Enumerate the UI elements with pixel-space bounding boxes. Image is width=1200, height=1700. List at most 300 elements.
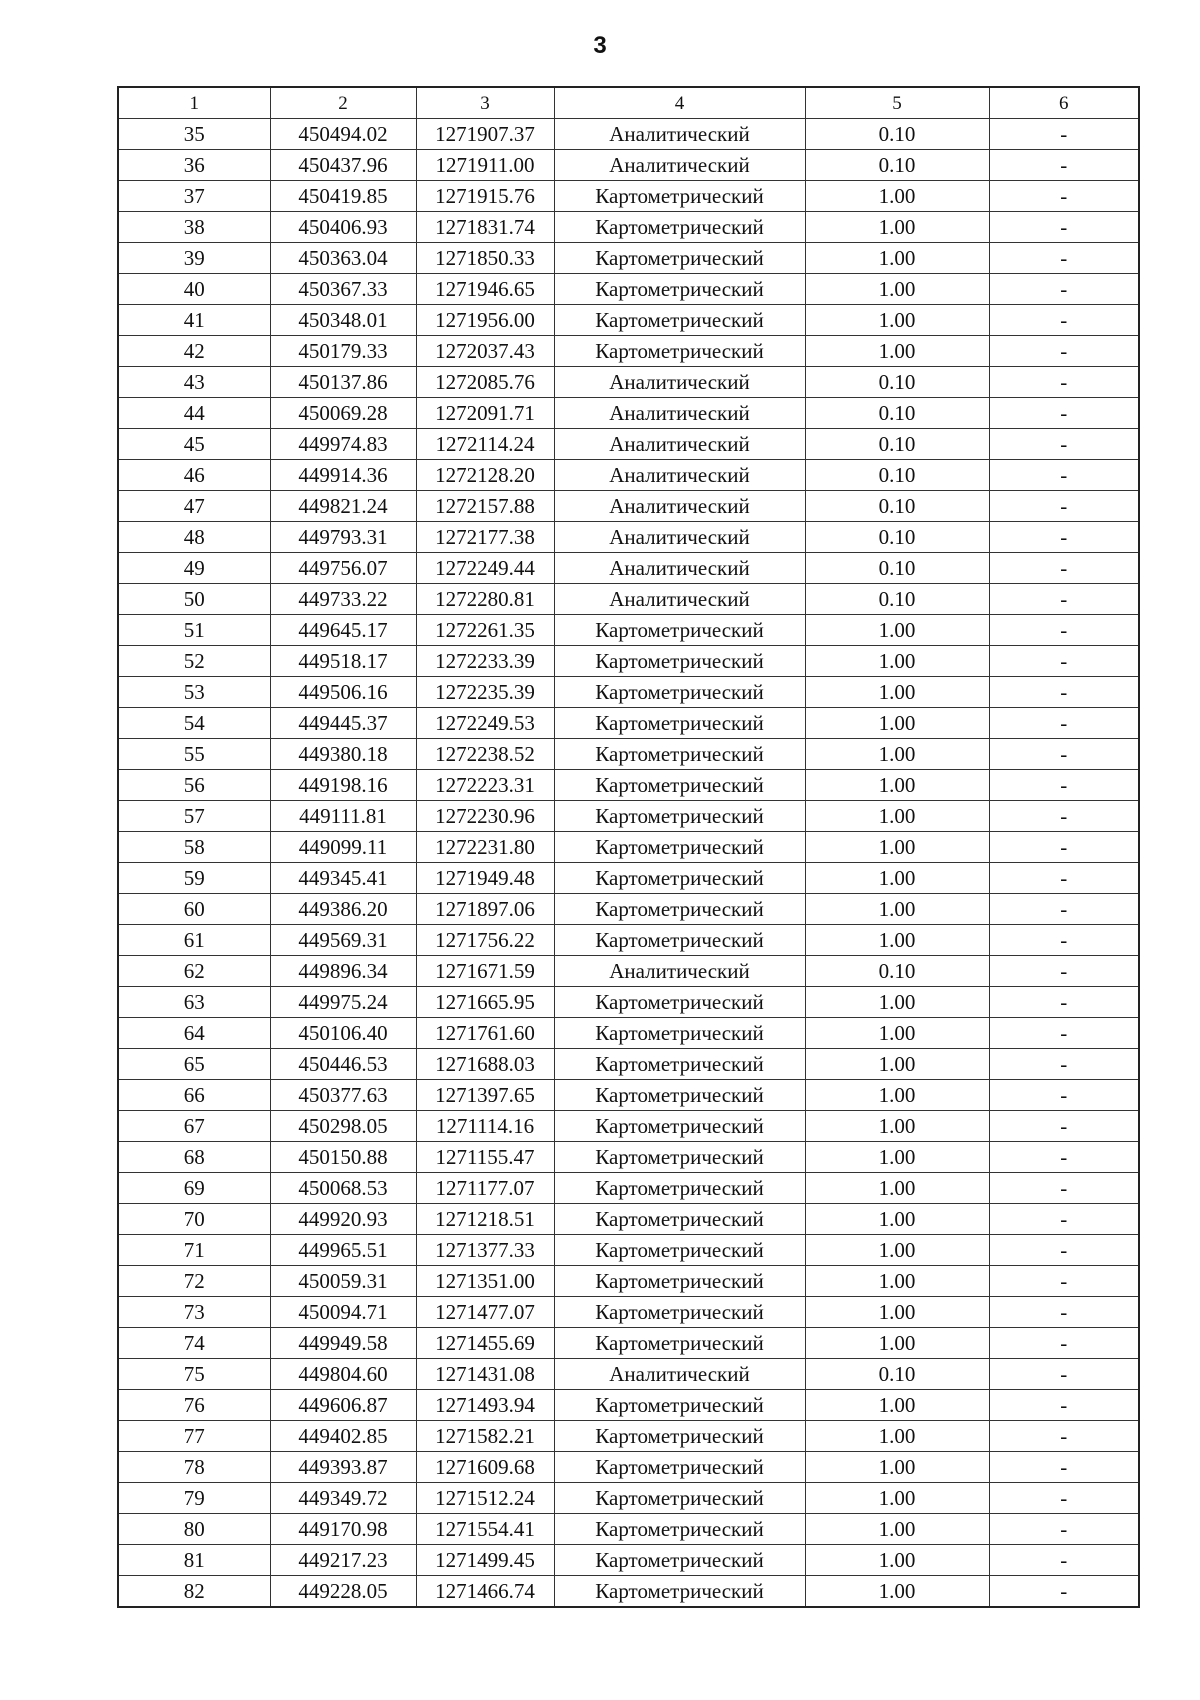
header-row [118,87,1139,119]
table-row [118,708,1139,739]
column-header-2: 2 [270,87,416,119]
x-coordinate-cell: 449386.20 [270,894,416,925]
table-row [118,584,1139,615]
point-number-cell: 75 [118,1359,270,1390]
table-row [118,1483,1139,1514]
table-row [118,646,1139,677]
accuracy-cell: 1.00 [805,646,989,677]
accuracy-cell: 1.00 [805,1390,989,1421]
point-number-cell: 49 [118,553,270,584]
y-coordinate-cell: 1271850.33 [416,243,554,274]
note-cell: - [989,1421,1139,1452]
point-number-cell: 57 [118,801,270,832]
point-number-cell: 59 [118,863,270,894]
column-header-6: 6 [989,87,1139,119]
point-number-cell: 51 [118,615,270,646]
table-row [118,336,1139,367]
y-coordinate-cell: 1271477.07 [416,1297,554,1328]
note-cell: - [989,1359,1139,1390]
note-cell: - [989,832,1139,863]
method-cell: Картометрический [554,863,805,894]
x-coordinate-cell: 450367.33 [270,274,416,305]
x-coordinate-cell: 449345.41 [270,863,416,894]
table-row [118,1142,1139,1173]
accuracy-cell: 1.00 [805,336,989,367]
method-cell: Картометрический [554,1545,805,1576]
y-coordinate-cell: 1272177.38 [416,522,554,553]
point-number-cell: 47 [118,491,270,522]
point-number-cell: 81 [118,1545,270,1576]
table-row [118,770,1139,801]
method-cell: Картометрический [554,336,805,367]
y-coordinate-cell: 1272085.76 [416,367,554,398]
point-number-cell: 50 [118,584,270,615]
y-coordinate-cell: 1271956.00 [416,305,554,336]
x-coordinate-cell: 450106.40 [270,1018,416,1049]
point-number-cell: 54 [118,708,270,739]
table-row [118,553,1139,584]
point-number-cell: 44 [118,398,270,429]
x-coordinate-cell: 449949.58 [270,1328,416,1359]
y-coordinate-cell: 1271397.65 [416,1080,554,1111]
note-cell: - [989,863,1139,894]
table-row [118,119,1139,150]
x-coordinate-cell: 449198.16 [270,770,416,801]
method-cell: Картометрический [554,894,805,925]
accuracy-cell: 0.10 [805,491,989,522]
page-number: 3 [593,32,607,59]
x-coordinate-cell: 449393.87 [270,1452,416,1483]
method-cell: Аналитический [554,429,805,460]
y-coordinate-cell: 1271582.21 [416,1421,554,1452]
x-coordinate-cell: 449111.81 [270,801,416,832]
table-body [118,119,1139,1608]
table-row [118,1452,1139,1483]
accuracy-cell: 0.10 [805,398,989,429]
accuracy-cell: 1.00 [805,1018,989,1049]
note-cell: - [989,801,1139,832]
y-coordinate-cell: 1272230.96 [416,801,554,832]
accuracy-cell: 1.00 [805,1266,989,1297]
x-coordinate-cell: 449920.93 [270,1204,416,1235]
point-number-cell: 77 [118,1421,270,1452]
table-row [118,1328,1139,1359]
point-number-cell: 39 [118,243,270,274]
method-cell: Картометрический [554,1328,805,1359]
x-coordinate-cell: 450068.53 [270,1173,416,1204]
method-cell: Картометрический [554,1235,805,1266]
note-cell: - [989,677,1139,708]
point-number-cell: 79 [118,1483,270,1514]
x-coordinate-cell: 449821.24 [270,491,416,522]
x-coordinate-cell: 449733.22 [270,584,416,615]
y-coordinate-cell: 1272157.88 [416,491,554,522]
method-cell: Картометрический [554,274,805,305]
accuracy-cell: 1.00 [805,1173,989,1204]
y-coordinate-cell: 1272037.43 [416,336,554,367]
note-cell: - [989,708,1139,739]
y-coordinate-cell: 1272114.24 [416,429,554,460]
column-header-1: 1 [118,87,270,119]
note-cell: - [989,584,1139,615]
accuracy-cell: 1.00 [805,1204,989,1235]
x-coordinate-cell: 449506.16 [270,677,416,708]
accuracy-cell: 1.00 [805,1483,989,1514]
point-number-cell: 37 [118,181,270,212]
table-row [118,1390,1139,1421]
x-coordinate-cell: 449793.31 [270,522,416,553]
method-cell: Аналитический [554,956,805,987]
point-number-cell: 61 [118,925,270,956]
x-coordinate-cell: 449606.87 [270,1390,416,1421]
y-coordinate-cell: 1272280.81 [416,584,554,615]
method-cell: Картометрический [554,801,805,832]
table-row [118,491,1139,522]
y-coordinate-cell: 1272233.39 [416,646,554,677]
point-number-cell: 60 [118,894,270,925]
note-cell: - [989,956,1139,987]
accuracy-cell: 1.00 [805,1452,989,1483]
method-cell: Картометрический [554,181,805,212]
accuracy-cell: 1.00 [805,1328,989,1359]
accuracy-cell: 1.00 [805,801,989,832]
y-coordinate-cell: 1271218.51 [416,1204,554,1235]
method-cell: Аналитический [554,119,805,150]
method-cell: Картометрический [554,1390,805,1421]
table-row [118,460,1139,491]
point-number-cell: 63 [118,987,270,1018]
x-coordinate-cell: 450363.04 [270,243,416,274]
x-coordinate-cell: 450059.31 [270,1266,416,1297]
note-cell: - [989,1328,1139,1359]
method-cell: Картометрический [554,243,805,274]
point-number-cell: 35 [118,119,270,150]
accuracy-cell: 1.00 [805,1545,989,1576]
method-cell: Аналитический [554,522,805,553]
note-cell: - [989,1111,1139,1142]
table-row [118,1080,1139,1111]
point-number-cell: 53 [118,677,270,708]
accuracy-cell: 1.00 [805,1235,989,1266]
x-coordinate-cell: 449170.98 [270,1514,416,1545]
accuracy-cell: 0.10 [805,460,989,491]
y-coordinate-cell: 1271756.22 [416,925,554,956]
point-number-cell: 69 [118,1173,270,1204]
x-coordinate-cell: 449914.36 [270,460,416,491]
note-cell: - [989,274,1139,305]
accuracy-cell: 0.10 [805,956,989,987]
table-row [118,367,1139,398]
y-coordinate-cell: 1271493.94 [416,1390,554,1421]
note-cell: - [989,1204,1139,1235]
x-coordinate-cell: 449974.83 [270,429,416,460]
method-cell: Картометрический [554,1483,805,1514]
accuracy-cell: 0.10 [805,522,989,553]
x-coordinate-cell: 450494.02 [270,119,416,150]
note-cell: - [989,770,1139,801]
x-coordinate-cell: 450419.85 [270,181,416,212]
method-cell: Картометрический [554,770,805,801]
table-row [118,398,1139,429]
y-coordinate-cell: 1271431.08 [416,1359,554,1390]
x-coordinate-cell: 449965.51 [270,1235,416,1266]
y-coordinate-cell: 1272128.20 [416,460,554,491]
point-number-cell: 65 [118,1049,270,1080]
table-row [118,615,1139,646]
table-row [118,801,1139,832]
note-cell: - [989,615,1139,646]
note-cell: - [989,1576,1139,1608]
note-cell: - [989,398,1139,429]
accuracy-cell: 1.00 [805,181,989,212]
accuracy-cell: 0.10 [805,584,989,615]
note-cell: - [989,1545,1139,1576]
y-coordinate-cell: 1271915.76 [416,181,554,212]
table-row [118,212,1139,243]
accuracy-cell: 0.10 [805,150,989,181]
table-row [118,677,1139,708]
table-row [118,832,1139,863]
accuracy-cell: 1.00 [805,770,989,801]
note-cell: - [989,1452,1139,1483]
table-row [118,956,1139,987]
table-row [118,305,1139,336]
note-cell: - [989,1080,1139,1111]
note-cell: - [989,212,1139,243]
accuracy-cell: 0.10 [805,553,989,584]
y-coordinate-cell: 1271897.06 [416,894,554,925]
accuracy-cell: 1.00 [805,987,989,1018]
x-coordinate-cell: 449380.18 [270,739,416,770]
method-cell: Картометрический [554,1173,805,1204]
x-coordinate-cell: 449569.31 [270,925,416,956]
y-coordinate-cell: 1271665.95 [416,987,554,1018]
y-coordinate-cell: 1272231.80 [416,832,554,863]
note-cell: - [989,243,1139,274]
method-cell: Картометрический [554,1049,805,1080]
column-header-5: 5 [805,87,989,119]
y-coordinate-cell: 1272223.31 [416,770,554,801]
table-row [118,1359,1139,1390]
table-header [118,87,1139,119]
note-cell: - [989,1483,1139,1514]
note-cell: - [989,1018,1139,1049]
accuracy-cell: 1.00 [805,1142,989,1173]
point-number-cell: 70 [118,1204,270,1235]
x-coordinate-cell: 450069.28 [270,398,416,429]
accuracy-cell: 1.00 [805,1421,989,1452]
x-coordinate-cell: 449217.23 [270,1545,416,1576]
note-cell: - [989,1297,1139,1328]
x-coordinate-cell: 449756.07 [270,553,416,584]
point-number-cell: 41 [118,305,270,336]
note-cell: - [989,1514,1139,1545]
x-coordinate-cell: 450094.71 [270,1297,416,1328]
y-coordinate-cell: 1271351.00 [416,1266,554,1297]
point-number-cell: 38 [118,212,270,243]
accuracy-cell: 1.00 [805,1514,989,1545]
method-cell: Картометрический [554,987,805,1018]
y-coordinate-cell: 1271155.47 [416,1142,554,1173]
y-coordinate-cell: 1271512.24 [416,1483,554,1514]
y-coordinate-cell: 1271688.03 [416,1049,554,1080]
point-number-cell: 68 [118,1142,270,1173]
table-row [118,987,1139,1018]
point-number-cell: 56 [118,770,270,801]
point-number-cell: 43 [118,367,270,398]
method-cell: Картометрический [554,708,805,739]
accuracy-cell: 0.10 [805,367,989,398]
method-cell: Картометрический [554,925,805,956]
y-coordinate-cell: 1271554.41 [416,1514,554,1545]
point-number-cell: 73 [118,1297,270,1328]
note-cell: - [989,1390,1139,1421]
method-cell: Картометрический [554,1421,805,1452]
accuracy-cell: 1.00 [805,708,989,739]
table-row [118,243,1139,274]
accuracy-cell: 1.00 [805,677,989,708]
method-cell: Картометрический [554,1297,805,1328]
y-coordinate-cell: 1271946.65 [416,274,554,305]
accuracy-cell: 0.10 [805,119,989,150]
table-row [118,522,1139,553]
y-coordinate-cell: 1271114.16 [416,1111,554,1142]
point-number-cell: 46 [118,460,270,491]
note-cell: - [989,367,1139,398]
point-number-cell: 45 [118,429,270,460]
point-number-cell: 67 [118,1111,270,1142]
x-coordinate-cell: 450179.33 [270,336,416,367]
method-cell: Картометрический [554,1080,805,1111]
x-coordinate-cell: 449445.37 [270,708,416,739]
x-coordinate-cell: 449349.72 [270,1483,416,1514]
note-cell: - [989,1049,1139,1080]
table-row [118,925,1139,956]
accuracy-cell: 0.10 [805,429,989,460]
x-coordinate-cell: 449975.24 [270,987,416,1018]
note-cell: - [989,1173,1139,1204]
method-cell: Картометрический [554,1111,805,1142]
method-cell: Картометрический [554,1576,805,1608]
accuracy-cell: 1.00 [805,1297,989,1328]
method-cell: Аналитический [554,1359,805,1390]
method-cell: Аналитический [554,398,805,429]
method-cell: Картометрический [554,677,805,708]
note-cell: - [989,739,1139,770]
method-cell: Картометрический [554,832,805,863]
point-number-cell: 48 [118,522,270,553]
table-row [118,1049,1139,1080]
point-number-cell: 78 [118,1452,270,1483]
note-cell: - [989,894,1139,925]
note-cell: - [989,987,1139,1018]
method-cell: Картометрический [554,1018,805,1049]
x-coordinate-cell: 449518.17 [270,646,416,677]
method-cell: Картометрический [554,1142,805,1173]
method-cell: Картометрический [554,1204,805,1235]
point-number-cell: 52 [118,646,270,677]
point-number-cell: 76 [118,1390,270,1421]
x-coordinate-cell: 450150.88 [270,1142,416,1173]
note-cell: - [989,553,1139,584]
x-coordinate-cell: 449645.17 [270,615,416,646]
y-coordinate-cell: 1272249.44 [416,553,554,584]
accuracy-cell: 1.00 [805,1576,989,1608]
accuracy-cell: 1.00 [805,925,989,956]
point-number-cell: 55 [118,739,270,770]
method-cell: Аналитический [554,460,805,491]
table-row [118,863,1139,894]
point-number-cell: 42 [118,336,270,367]
method-cell: Картометрический [554,305,805,336]
y-coordinate-cell: 1271177.07 [416,1173,554,1204]
note-cell: - [989,305,1139,336]
table-row [118,1235,1139,1266]
point-number-cell: 40 [118,274,270,305]
accuracy-cell: 1.00 [805,863,989,894]
table-row [118,274,1139,305]
point-number-cell: 36 [118,150,270,181]
y-coordinate-cell: 1272238.52 [416,739,554,770]
y-coordinate-cell: 1271455.69 [416,1328,554,1359]
x-coordinate-cell: 449804.60 [270,1359,416,1390]
note-cell: - [989,119,1139,150]
note-cell: - [989,925,1139,956]
x-coordinate-cell: 449099.11 [270,832,416,863]
y-coordinate-cell: 1271949.48 [416,863,554,894]
column-header-4: 4 [554,87,805,119]
point-number-cell: 72 [118,1266,270,1297]
table-row [118,894,1139,925]
x-coordinate-cell: 450298.05 [270,1111,416,1142]
note-cell: - [989,429,1139,460]
x-coordinate-cell: 450437.96 [270,150,416,181]
table-row [118,1421,1139,1452]
coordinates-table [117,86,1140,1608]
x-coordinate-cell: 450377.63 [270,1080,416,1111]
method-cell: Аналитический [554,367,805,398]
y-coordinate-cell: 1272249.53 [416,708,554,739]
y-coordinate-cell: 1271907.37 [416,119,554,150]
y-coordinate-cell: 1272235.39 [416,677,554,708]
accuracy-cell: 1.00 [805,1080,989,1111]
point-number-cell: 64 [118,1018,270,1049]
note-cell: - [989,522,1139,553]
accuracy-cell: 1.00 [805,894,989,925]
table-row [118,1173,1139,1204]
column-header-3: 3 [416,87,554,119]
accuracy-cell: 1.00 [805,274,989,305]
method-cell: Картометрический [554,1452,805,1483]
method-cell: Аналитический [554,491,805,522]
y-coordinate-cell: 1271377.33 [416,1235,554,1266]
method-cell: Картометрический [554,1266,805,1297]
method-cell: Картометрический [554,646,805,677]
table-row [118,739,1139,770]
accuracy-cell: 1.00 [805,243,989,274]
point-number-cell: 82 [118,1576,270,1608]
table-row [118,1297,1139,1328]
table-row [118,1018,1139,1049]
y-coordinate-cell: 1272261.35 [416,615,554,646]
x-coordinate-cell: 450446.53 [270,1049,416,1080]
point-number-cell: 66 [118,1080,270,1111]
accuracy-cell: 1.00 [805,615,989,646]
table-row [118,1111,1139,1142]
y-coordinate-cell: 1271609.68 [416,1452,554,1483]
point-number-cell: 62 [118,956,270,987]
table-row [118,181,1139,212]
